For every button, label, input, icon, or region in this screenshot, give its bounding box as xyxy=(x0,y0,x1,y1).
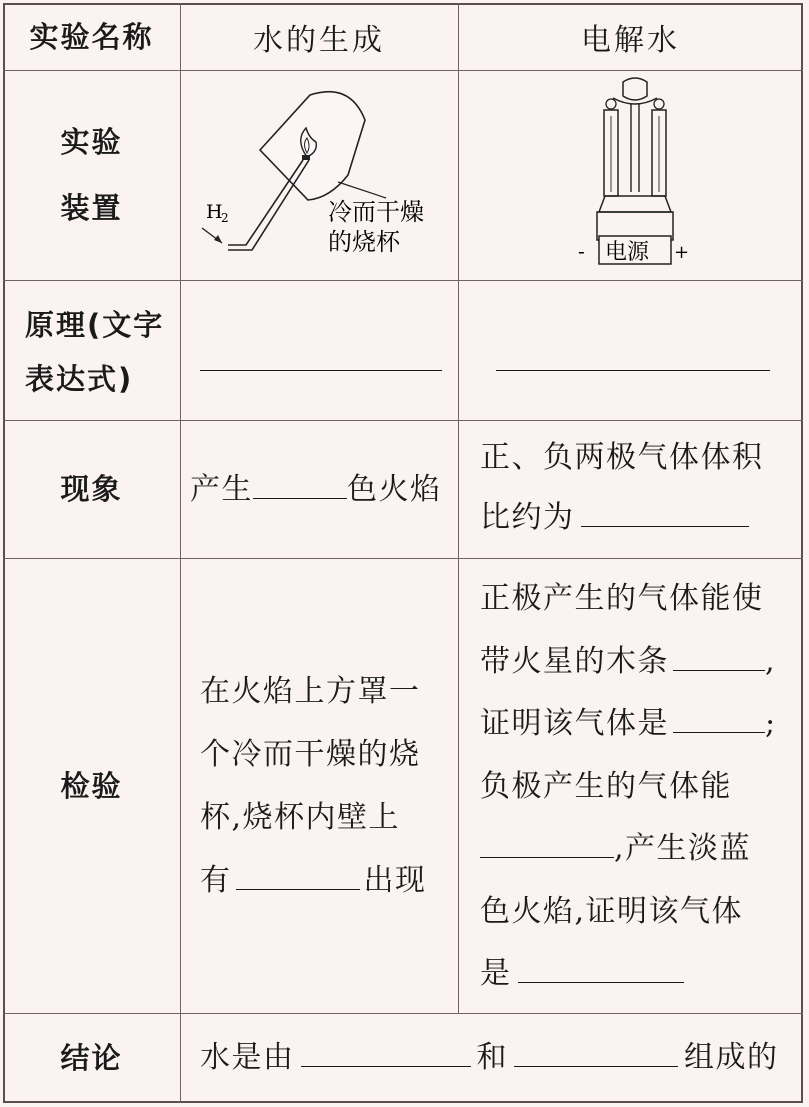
test-label xyxy=(3,558,180,1013)
test-col2-line6: 色火焰,证明该气体 xyxy=(480,893,744,929)
flame-color-blank xyxy=(253,467,347,500)
test-col1-line2: 个冷而干燥的烧 xyxy=(200,737,421,772)
nozzle-tip xyxy=(302,155,310,160)
phenomenon-col2-line2 xyxy=(480,488,800,548)
right-stopcock xyxy=(654,99,664,109)
test-col2-line3-prefix: 证明该气体是 xyxy=(480,706,669,741)
column-divider xyxy=(180,3,181,1103)
test-col2-line4: 负极产生的气体能 xyxy=(480,768,732,804)
h2-label: H xyxy=(206,201,223,223)
hydrogen-flame-figure xyxy=(190,80,455,270)
phenomenon-label xyxy=(3,420,180,558)
apparatus-label-line2: 装置 xyxy=(60,191,123,225)
test-col2-line3-suffix: ; xyxy=(765,706,777,741)
volume-ratio-blank xyxy=(581,495,749,528)
apparatus-label-line1: 实验 xyxy=(60,125,123,159)
positive-gas-blank xyxy=(673,701,765,734)
apparatus-label xyxy=(3,70,180,280)
power-supply-label: 电源 xyxy=(605,240,650,265)
negative-gas-blank xyxy=(518,951,684,984)
beaker-caption-line2: 的烧杯 xyxy=(328,228,400,256)
header-label-text: 实验名称 xyxy=(29,19,154,54)
h2-subscript: 2 xyxy=(221,211,229,225)
connector-arm xyxy=(613,98,657,104)
test-col2-line3 xyxy=(480,693,802,756)
header-label xyxy=(3,3,180,70)
test-col2-line5 xyxy=(480,818,802,881)
element2-blank xyxy=(514,1035,678,1068)
negative-gas-action-blank xyxy=(480,826,614,859)
principle-label xyxy=(3,280,180,420)
header-col2: 电解水 xyxy=(581,22,680,58)
test-col1-line4-suffix: 出现 xyxy=(363,863,427,898)
phenomenon-label-text: 现象 xyxy=(60,472,123,506)
arrow-head-icon xyxy=(214,235,222,243)
phenomenon-col1 xyxy=(190,458,456,521)
test-col2-line5-suffix: ,产生淡蓝 xyxy=(614,831,752,866)
test-col2-line2-suffix: , xyxy=(765,643,777,679)
test-col2-line2 xyxy=(480,631,802,694)
negative-terminal-label: - xyxy=(578,239,585,263)
conclusion-label-text: 结论 xyxy=(60,1041,123,1075)
principle-label-line1: 原理(文字 xyxy=(25,308,165,342)
test-col1-line4-prefix: 有 xyxy=(200,863,232,898)
left-stopcock xyxy=(606,99,616,109)
beaker-outline xyxy=(260,92,365,200)
test-label-text: 检验 xyxy=(60,768,123,803)
splint-result-blank xyxy=(673,638,765,671)
reservoir-bulb xyxy=(623,78,647,100)
phenomenon-col1-prefix: 产生 xyxy=(190,472,253,507)
test-col1-line3: 杯,烧杯内壁上 xyxy=(200,800,401,835)
conclusion-suffix: 组成的 xyxy=(684,1040,779,1075)
conclusion-prefix: 水是由 xyxy=(200,1040,295,1075)
caption-leader xyxy=(338,182,386,198)
phenomenon-col1-suffix: 色火焰 xyxy=(347,472,442,507)
water-droplets-blank xyxy=(236,858,360,891)
apparatus-base xyxy=(599,196,671,212)
test-col1-line1: 在火焰上方罩一 xyxy=(200,674,421,709)
principle-label-line2: 表达式) xyxy=(25,362,134,396)
test-col1 xyxy=(200,660,456,912)
electrolysis-figure xyxy=(575,74,695,274)
conclusion-middle: 和 xyxy=(476,1040,508,1075)
test-col2-line1: 正极产生的气体能使 xyxy=(480,581,764,616)
element1-blank xyxy=(301,1035,471,1068)
principle-blank-col1 xyxy=(200,370,442,371)
phenomenon-col2-line2-prefix: 比约为 xyxy=(480,500,575,535)
test-col2-line7-prefix: 是 xyxy=(480,956,512,991)
principle-blank-col2 xyxy=(496,370,770,371)
positive-terminal-label: + xyxy=(674,242,690,263)
header-col1: 水的生成 xyxy=(253,22,385,58)
test-col2 xyxy=(480,568,802,1006)
beaker-caption-line1: 冷而干燥 xyxy=(328,198,424,226)
test-col1-line4 xyxy=(200,849,456,912)
column-divider xyxy=(458,3,459,1013)
conclusion-label xyxy=(3,1013,180,1103)
test-col2-line2-prefix: 带火星的木条 xyxy=(480,643,669,679)
phenomenon-col2 xyxy=(480,428,800,548)
test-col2-line7 xyxy=(480,943,802,1006)
conclusion-text xyxy=(200,1026,800,1089)
phenomenon-col2-line1: 正、负两极气体体积 xyxy=(480,440,764,475)
